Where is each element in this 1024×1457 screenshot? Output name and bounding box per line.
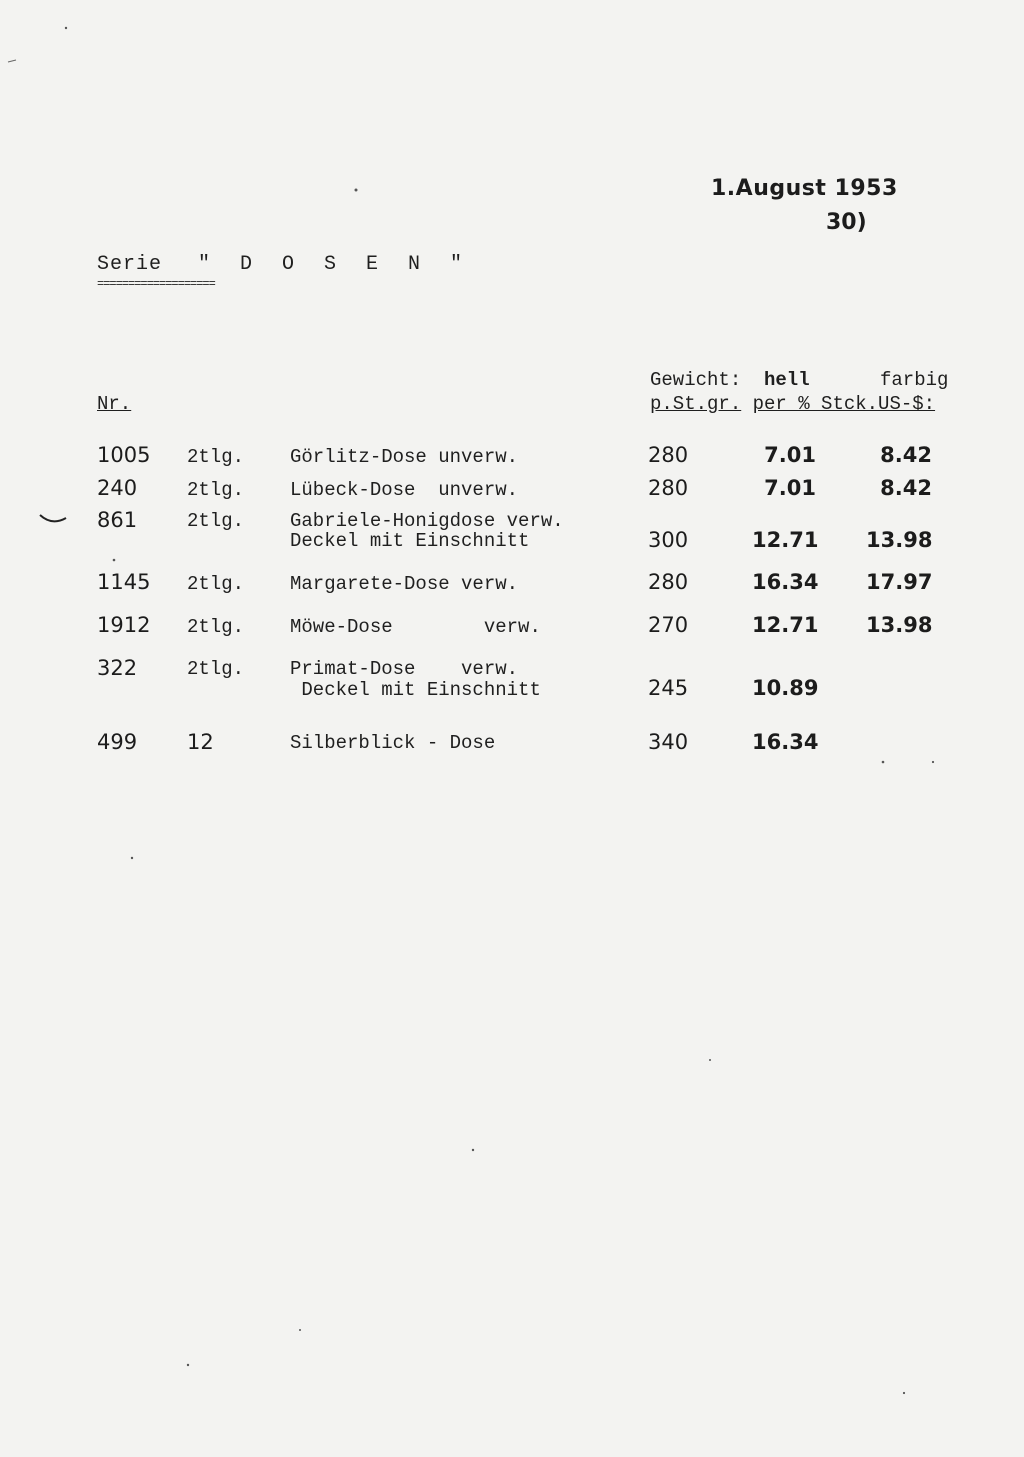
row-weight: 280 — [648, 476, 689, 500]
weight-unit: p.St.gr. — [650, 393, 742, 415]
row-description: Primat-Dose verw. — [290, 658, 519, 680]
row-parts: 2tlg. — [187, 446, 245, 468]
row-price-hell: 16.34 — [752, 730, 819, 754]
margin-tick-mark — [38, 512, 68, 526]
row-nr: 861 — [97, 508, 138, 532]
row-description: Lübeck-Dose unverw. — [290, 479, 519, 501]
row-price-hell: 7.01 — [764, 443, 816, 467]
row-parts: 2tlg. — [187, 573, 245, 595]
row-nr: 240 — [97, 476, 138, 500]
row-description: Gabriele-Honigdose verw. — [290, 510, 564, 532]
series-heading — [97, 253, 471, 276]
row-parts: 2tlg. — [187, 479, 245, 501]
row-parts: 12 — [187, 730, 214, 754]
column-header-farbig: farbig — [880, 369, 949, 391]
row-nr: 1912 — [97, 613, 151, 637]
series-double-underline — [97, 280, 393, 288]
row-price-hell: 12.71 — [752, 613, 819, 637]
row-description: Görlitz-Dose unverw. — [290, 446, 519, 468]
row-weight: 270 — [648, 613, 689, 637]
document-date: 1.August 1953 — [711, 176, 898, 201]
row-price-farbig: 8.42 — [880, 476, 932, 500]
row-description-line2: Deckel mit Einschnitt — [290, 530, 530, 552]
row-weight: 280 — [648, 570, 689, 594]
row-weight: 245 — [648, 676, 689, 700]
row-description: Margarete-Dose verw. — [290, 573, 519, 595]
column-header-nr: Nr. — [97, 393, 132, 415]
row-price-hell: 12.71 — [752, 528, 819, 552]
row-parts: 2tlg. — [187, 616, 245, 638]
row-price-hell: 10.89 — [752, 676, 819, 700]
row-description-line2: Deckel mit Einschnitt — [290, 679, 541, 701]
row-nr: 1145 — [97, 570, 151, 594]
series-title: " D O S E N " — [198, 253, 472, 276]
column-header-units — [650, 393, 935, 415]
row-price-farbig: 8.42 — [880, 443, 932, 467]
row-nr: 1005 — [97, 443, 151, 467]
page-number: 30) — [826, 210, 867, 235]
row-price-farbig: 13.98 — [866, 613, 933, 637]
column-header-weight: Gewicht: — [650, 369, 742, 391]
series-word: Serie — [97, 253, 163, 276]
row-price-farbig: 13.98 — [866, 528, 933, 552]
row-weight: 340 — [648, 730, 689, 754]
row-price-farbig: 17.97 — [866, 570, 933, 594]
row-parts: 2tlg. — [187, 658, 245, 680]
series-underline-text: =================== — [97, 280, 215, 288]
row-price-hell: 16.34 — [752, 570, 819, 594]
price-unit: per % Stck.US-$: — [752, 393, 936, 415]
row-nr: 499 — [97, 730, 138, 754]
row-nr: 322 — [97, 656, 138, 680]
row-description: Silberblick - Dose — [290, 732, 496, 754]
row-description: Möwe-Dose verw. — [290, 616, 541, 638]
row-price-hell: 7.01 — [764, 476, 816, 500]
row-weight: 300 — [648, 528, 689, 552]
row-weight: 280 — [648, 443, 689, 467]
row-parts: 2tlg. — [187, 510, 245, 532]
column-header-hell: hell — [764, 369, 810, 391]
